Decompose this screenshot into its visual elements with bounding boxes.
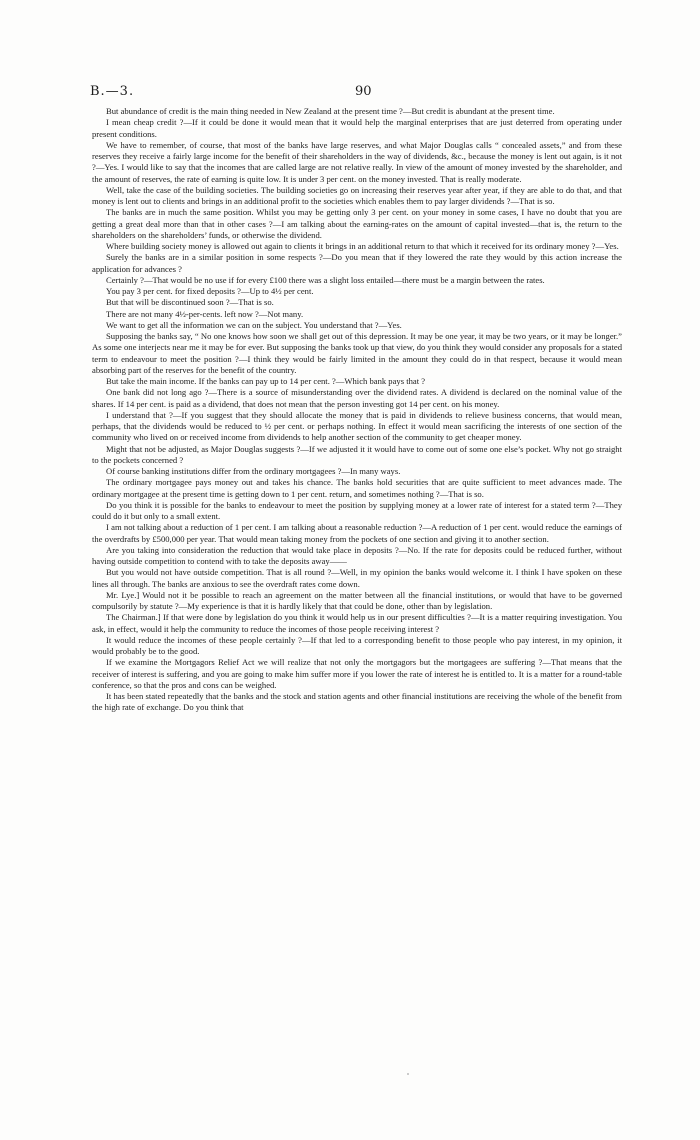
page-number: 90 xyxy=(355,84,372,99)
paragraph: Might that not be adjusted, as Major Douglas suggests ?—If we adjusted it it would have to come out of some one else’s pocket. Why not go straight to the pockets concerned ? xyxy=(92,443,622,465)
paragraph: If we examine the Mortgagors Relief Act we will realize that not only the mortgagors but the mortgagees are suffering ?—That means that the receiver of interest is suffering, and you are going to make him suffer more if you lower the rate of interest he is entitled to. It is a matter for a round-table conference, so that the pros and cons can be weighed. xyxy=(92,657,622,690)
paragraph: But take the main income. If the banks can pay up to 14 per cent. ?—Which bank pays that ? xyxy=(106,376,426,386)
paragraph: Are you taking into consideration the reduction that would take place in deposits ?—No. If the rate for deposits could be reduced further, without having outside competition to contend with to take the deposits away—— xyxy=(92,544,622,566)
paragraph: We have to remember, of course, that most of the banks have large reserves, and what Major Douglas calls “ concealed assets,” and from these reserves they receive a fairly large income for the benefit of their shareholders in the way of dividends, &c., because the money is lent out again, is it not ?—Yes. I would like to say that the incomes that are called large are not relative really. In view of the amount of money invested by the shareholder, and the amount of reserves, the rate of earning is quite low. It is under 3 per cent. on the money invested. That is really moderate. xyxy=(92,139,622,184)
scan-speck xyxy=(407,1073,409,1075)
paragraph: I am not talking about a reduction of 1 per cent. I am talking about a reasonable reduction ?—A reduction of 1 per cent. would reduce the earnings of the overdrafts by £500,000 per year. That would mean taking money from the pockets of one section and giving it to another section. xyxy=(92,522,622,544)
paragraph: The banks are in much the same position. Whilst you may be getting only 3 per cent. on your money in some cases, I have no doubt that you are getting a great deal more than that in other cases ?—I am talking about the earning-rates on the amount of capital invested—that is, the return to the shareholders on the shareholders’ funds, or otherwise the dividend. xyxy=(92,207,622,240)
paragraph: Where building society money is allowed out again to clients it brings in an additional return to that which it received for its ordinary money ?—Yes. xyxy=(106,241,619,251)
document-body xyxy=(92,106,622,714)
paragraph: Surely the banks are in a similar position in some respects ?—Do you mean that if they lowered the rate they would by this action increase the application for advances ? xyxy=(92,252,622,274)
paragraph: Supposing the banks say, “ No one knows how soon we shall get out of this depression. It may be one year, it may be two years, or it may be longer.” As some one interjects near me it may be for ever. But supposing the banks took up that view, do you think they would consider any proposals for a stated term to endeavour to meet the position ?—I think they would be fairly limited in the amount they could do in that respect, because it would mean absorbing part of the reserves for the benefit of the country. xyxy=(92,331,622,375)
document-reference: B.—3. xyxy=(90,84,135,99)
paragraph: The Chairman.] If that were done by legislation do you think it would help us in our present difficulties ?—It is a matter requiring investigation. You ask, in effect, would it help the community to reduce the incomes of those people receiving interest ? xyxy=(92,612,622,634)
paragraph: But that will be discontinued soon ?—That is so. xyxy=(106,297,274,308)
paragraph: Certainly ?—That would be no use if for every £100 there was a slight loss entailed—there must be a margin between the rates. xyxy=(106,274,545,285)
paragraph: You pay 3 per cent. for fixed deposits ?—Up to 4½ per cent. xyxy=(106,286,314,296)
paragraph: Do you think it is possible for the banks to endeavour to meet the position by supplying money at a lower rate of interest for a stated term ?—They could do it but only to a small extent. xyxy=(92,499,622,521)
paragraph: The ordinary mortgagee pays money out and takes his chance. The banks hold securities that are quite sufficient to meet advances made. The ordinary mortgagee at the present time is getting down to 1 per cent. return, and sometimes nothing ?—That is so. xyxy=(92,477,622,499)
paragraph: It would reduce the incomes of these people certainly ?—If that led to a corresponding benefit to those people who pay interest, in my opinion, it would probably be to the good. xyxy=(92,634,622,656)
paragraph: Well, take the case of the building societies. The building societies go on increasing their reserves year after year, if they are able to do that, and that money is lent out to clients and brings in an additional profit to the societies which enables them to pay larger dividends ?—That is so. xyxy=(92,184,622,206)
paragraph: We want to get all the information we can on the subject. You understand that ?—Yes. xyxy=(106,319,402,330)
paragraph: But abundance of credit is the main thing needed in New Zealand at the present time ?—But credit is abundant at the present time. xyxy=(106,106,555,116)
paragraph: Mr. Lye.] Would not it be possible to reach an agreement on the matter between all the financial institutions, or would that have to be governed compulsorily by statute ?—My experience is that it is hardly likely that that could be done, other than by legislation. xyxy=(92,589,622,611)
paragraph: Of course banking institutions differ from the ordinary mortgagees ?—In many ways. xyxy=(106,466,401,476)
paragraph: There are not many 4½-per-cents. left now ?—Not many. xyxy=(106,308,304,319)
paragraph: One bank did not long ago ?—There is a source of misunderstanding over the dividend rates. A dividend is declared on the nominal value of the shares. If 14 per cent. is paid as a dividend, that does not mean that the person investing got 14 per cent. on his money. xyxy=(92,387,622,409)
paragraph: It has been stated repeatedly that the banks and the stock and station agents and other financial institutions are receiving the whole of the benefit from the high rate of exchange. Do you think that xyxy=(92,691,622,713)
paragraph: I mean cheap credit ?—If it could be done it would mean that it would help the marginal enterprises that are just deterred from operating under present conditions. xyxy=(92,117,622,139)
paragraph: I understand that ?—If you suggest that they should allocate the money that is paid in dividends to relieve business concerns, that would mean, perhaps, that the dividends would be reduced to ½ per cent. or perhaps nothing. In effect it would mean sacrificing the interests of one section of the community who lived on or received income from dividends to help another section of the community to get cheaper money. xyxy=(92,409,622,443)
paragraph: But you would not have outside competition. That is all round ?—Well, in my opinion the banks would welcome it. I think I have spoken on these lines all through. The banks are anxious to see the overdraft rates come down. xyxy=(92,567,622,589)
page-header xyxy=(0,84,700,100)
